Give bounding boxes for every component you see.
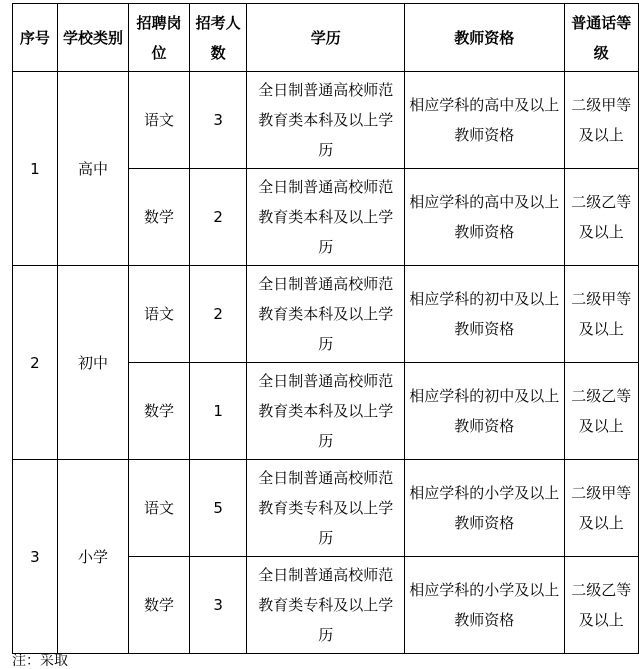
subject-cell: 语文 — [129, 460, 190, 557]
subject-cell: 数学 — [129, 363, 190, 460]
header-mandarin: 普通话等级 — [564, 4, 639, 72]
subject-cell: 数学 — [129, 169, 190, 266]
footer-note: 注：采取 — [12, 653, 68, 669]
header-seq: 序号 — [13, 4, 58, 72]
qualification-cell: 相应学科的高中及以上教师资格 — [404, 72, 564, 169]
mandarin-cell: 二级甲等及以上 — [564, 460, 639, 557]
mandarin-cell: 二级甲等及以上 — [564, 266, 639, 363]
header-count: 招考人数 — [189, 4, 247, 72]
table-row — [13, 72, 639, 169]
subject-cell: 语文 — [129, 266, 190, 363]
education-cell: 全日制普通高校师范教育类本科及以上学历 — [247, 266, 405, 363]
count-cell: 3 — [189, 72, 247, 169]
qualification-cell: 相应学科的小学及以上教师资格 — [404, 460, 564, 557]
count-cell: 2 — [189, 266, 247, 363]
count-cell: 1 — [189, 363, 247, 460]
seq-cell: 1 — [13, 72, 58, 266]
table-row — [13, 266, 639, 363]
recruitment-table — [12, 3, 639, 654]
education-cell: 全日制普通高校师范教育类本科及以上学历 — [247, 72, 405, 169]
header-row — [13, 4, 639, 72]
header-qualification: 教师资格 — [404, 4, 564, 72]
education-cell: 全日制普通高校师范教育类专科及以上学历 — [247, 557, 405, 654]
header-education: 学历 — [247, 4, 405, 72]
education-cell: 全日制普通高校师范教育类本科及以上学历 — [247, 363, 405, 460]
qualification-cell: 相应学科的小学及以上教师资格 — [404, 557, 564, 654]
education-cell: 全日制普通高校师范教育类本科及以上学历 — [247, 169, 405, 266]
header-school-type: 学校类别 — [57, 4, 128, 72]
table-row — [13, 460, 639, 557]
count-cell: 2 — [189, 169, 247, 266]
mandarin-cell: 二级甲等及以上 — [564, 72, 639, 169]
count-cell: 3 — [189, 557, 247, 654]
mandarin-cell: 二级乙等及以上 — [564, 169, 639, 266]
education-cell: 全日制普通高校师范教育类专科及以上学历 — [247, 460, 405, 557]
subject-cell: 语文 — [129, 72, 190, 169]
count-cell: 5 — [189, 460, 247, 557]
qualification-cell: 相应学科的初中及以上教师资格 — [404, 363, 564, 460]
school-type-cell: 初中 — [57, 266, 128, 460]
mandarin-cell: 二级乙等及以上 — [564, 557, 639, 654]
seq-cell: 2 — [13, 266, 58, 460]
qualification-cell: 相应学科的初中及以上教师资格 — [404, 266, 564, 363]
school-type-cell: 小学 — [57, 460, 128, 654]
school-type-cell: 高中 — [57, 72, 128, 266]
mandarin-cell: 二级乙等及以上 — [564, 363, 639, 460]
header-position: 招聘岗位 — [129, 4, 190, 72]
seq-cell: 3 — [13, 460, 58, 654]
subject-cell: 数学 — [129, 557, 190, 654]
qualification-cell: 相应学科的高中及以上教师资格 — [404, 169, 564, 266]
